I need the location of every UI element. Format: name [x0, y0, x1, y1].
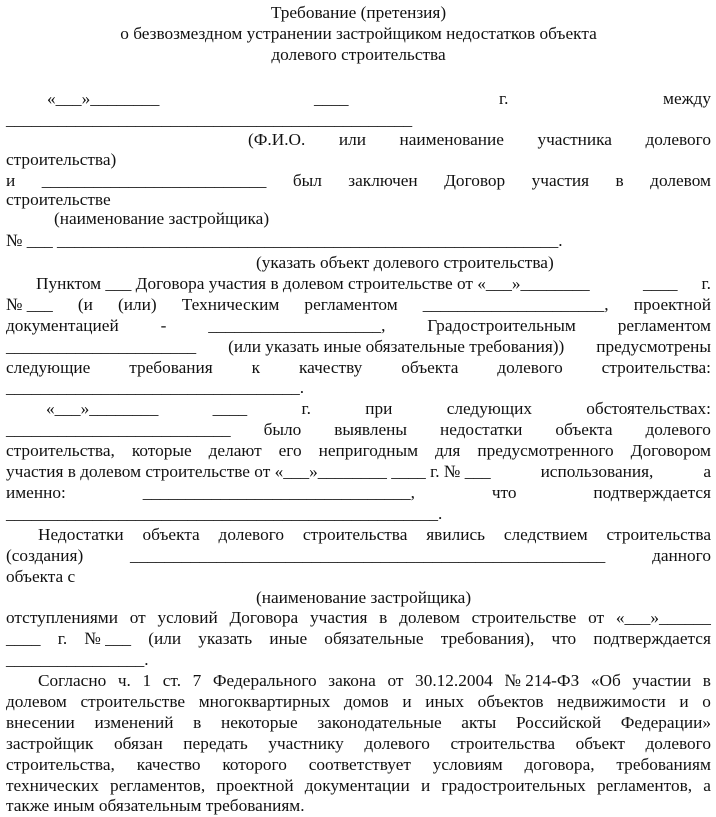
- word: регламентом: [304, 295, 398, 314]
- word: к: [251, 358, 261, 377]
- quality-conformity-line: [6, 754, 711, 776]
- word: требования: [129, 358, 213, 377]
- word: предусмотренного: [477, 441, 614, 460]
- word: предусмотрены: [596, 337, 711, 356]
- word: строительства:: [601, 358, 711, 377]
- year-suffix: г.: [499, 89, 509, 108]
- word: его: [278, 441, 302, 460]
- confirmation-blank-line: __________________________________________________.: [6, 504, 443, 523]
- developer-name-caption: (наименование застройщика): [54, 209, 270, 228]
- word: долевого: [645, 130, 711, 149]
- deviations-cont-line: [6, 628, 711, 650]
- word: долевом: [399, 608, 460, 627]
- word: о: [702, 692, 711, 711]
- defects-blank: _______________________________,: [142, 483, 415, 502]
- word: и: [402, 692, 412, 711]
- word: участии: [632, 671, 692, 690]
- word: строительства,: [6, 441, 115, 460]
- word: следствием: [503, 525, 588, 544]
- word: многоквартирных: [198, 692, 331, 711]
- word: договора,: [524, 755, 595, 774]
- word: выявлены: [334, 420, 408, 439]
- word: Федерации»: [620, 713, 711, 732]
- word: участия: [531, 171, 590, 190]
- project-docs-line: [6, 315, 711, 337]
- word: условий: [157, 608, 218, 627]
- urban-regulation-blank: ______________________: [6, 337, 197, 356]
- developer-blank: _______________________________________________________: [130, 546, 606, 565]
- developer-blank: __________________________: [41, 171, 267, 190]
- word: объекта: [555, 420, 613, 439]
- developer-obligation-line: [6, 733, 711, 755]
- date-blank: «___»________: [47, 89, 160, 108]
- word: строительстве: [471, 608, 577, 627]
- word: Российской: [515, 713, 602, 732]
- law-reference-line: [38, 670, 711, 692]
- word: от: [387, 671, 404, 690]
- document-title-line-1: Требование (претензия): [270, 3, 447, 22]
- word: недвижимости: [557, 692, 666, 711]
- between-word: между: [663, 89, 711, 108]
- word: иные: [269, 629, 308, 648]
- object-with-line: объекта с: [6, 567, 76, 586]
- word: в: [615, 171, 624, 190]
- clause-line: [6, 273, 711, 295]
- word: что: [491, 483, 517, 502]
- word: Договор: [444, 171, 506, 190]
- word: изменений: [94, 713, 174, 732]
- law-title-line-1: [6, 691, 711, 713]
- word: (или): [118, 295, 157, 314]
- tech-regulation-line: [6, 294, 711, 316]
- word: и: [679, 692, 689, 711]
- word: следующие: [6, 358, 91, 377]
- law-title-line-2: [6, 712, 711, 734]
- creation-line: [6, 545, 711, 567]
- document-title-line-2: о безвозмездном устранении застройщиком недостатков объекта: [120, 24, 597, 43]
- number-blank: № ___: [6, 295, 53, 314]
- participant-blank-line: _______________________________________________: [6, 110, 413, 129]
- word: участия: [309, 608, 368, 627]
- document-title-line-3: долевого строительства: [271, 45, 446, 64]
- participant-caption-cont: строительства): [6, 150, 117, 169]
- contract-number-line: № ___ __________________________________________________________.: [6, 231, 563, 250]
- word: соответствует: [308, 755, 411, 774]
- word: при: [365, 399, 393, 418]
- word: в: [379, 608, 388, 627]
- word: указать: [198, 629, 253, 648]
- word: (или указать иные обязательные требования)): [228, 337, 565, 356]
- word: (Ф.И.О.: [248, 130, 306, 149]
- word: долевого: [364, 734, 430, 753]
- word: участника: [537, 130, 612, 149]
- word: строительства,: [6, 755, 115, 774]
- word: строительстве: [80, 692, 186, 711]
- word: обстоятельствах:: [586, 399, 711, 418]
- word: (создания): [6, 546, 84, 565]
- word: данного: [652, 546, 711, 565]
- word: документацией: [6, 316, 119, 335]
- word: требования),: [440, 629, 535, 648]
- word: долевом: [6, 692, 67, 711]
- word: качеству: [298, 358, 363, 377]
- word: и: [6, 171, 16, 190]
- word: или: [338, 130, 366, 149]
- word: объекта: [142, 525, 200, 544]
- clause-text: Пунктом ___ Договора участия в долевом строительстве от «___»________: [36, 274, 590, 293]
- word: документации: [304, 776, 410, 795]
- regulations-line: [6, 775, 711, 797]
- word: Техническим: [181, 295, 280, 314]
- word: застройщик: [6, 734, 94, 753]
- year-suffix: г.: [701, 274, 711, 293]
- circumstances-blank: __________________________: [6, 420, 231, 439]
- defects-found-line: [6, 419, 711, 441]
- word: Федерального: [212, 671, 317, 690]
- word: долевого: [218, 525, 285, 544]
- word: домов: [343, 692, 389, 711]
- word: (или: [148, 629, 182, 648]
- word: технических: [6, 776, 99, 795]
- word: строительства: [450, 734, 555, 753]
- word: для: [435, 441, 461, 460]
- word: ч.: [117, 671, 131, 690]
- year-blank: ____: [212, 399, 248, 418]
- word: подтверждается: [593, 629, 711, 648]
- final-line: также иным обязательным требованиям.: [6, 796, 305, 815]
- date-city-line: [6, 88, 711, 110]
- word: обязан: [114, 734, 163, 753]
- word: законодательные: [317, 713, 442, 732]
- docs-blank: ____________________,: [208, 316, 386, 335]
- law-date: 30.12.2004: [415, 671, 493, 690]
- word: в: [193, 713, 202, 732]
- word: долевого: [497, 358, 563, 377]
- word: некоторые: [220, 713, 298, 732]
- word: в: [702, 671, 711, 690]
- law-number: № 214-ФЗ: [504, 671, 580, 690]
- other-requirements-line: [6, 336, 711, 358]
- deviations-line: [6, 607, 711, 629]
- word: делают: [208, 441, 262, 460]
- word: непригодным: [318, 441, 419, 460]
- object-caption: (указать объект долевого строительства): [256, 253, 554, 272]
- contract-concluded-cont: строительстве: [6, 190, 111, 209]
- date-blank: «___»________: [46, 399, 159, 418]
- word: строительства: [302, 525, 408, 544]
- unfit-line: [6, 440, 711, 462]
- word: обязательные: [324, 629, 424, 648]
- participant-caption-line: [248, 129, 711, 151]
- word: долевом: [650, 171, 711, 190]
- word: Недостатки: [38, 525, 124, 544]
- word: объекта: [401, 358, 459, 377]
- word: проектной: [633, 295, 711, 314]
- requirements-blank-line: __________________________________.: [6, 378, 305, 397]
- word: Договором: [630, 441, 711, 460]
- quality-requirements-line: [6, 357, 711, 379]
- word: требованиям: [616, 755, 711, 774]
- word: а: [703, 462, 711, 481]
- word: 7: [192, 671, 202, 690]
- word: было: [263, 420, 302, 439]
- word: был: [292, 171, 322, 190]
- year-blank: ____: [6, 629, 41, 648]
- word: которые: [131, 441, 192, 460]
- word: а: [703, 776, 711, 795]
- word: градостроительных: [441, 776, 586, 795]
- word: именно:: [6, 483, 66, 502]
- developer-name-caption-2: (наименование застройщика): [256, 588, 472, 607]
- word: строительства: [606, 525, 711, 544]
- word: проектной: [216, 776, 294, 795]
- word: долевого: [645, 734, 711, 753]
- word: объект: [575, 734, 625, 753]
- word: заключен: [348, 171, 418, 190]
- word: «Об: [590, 671, 621, 690]
- word: следующих: [446, 399, 532, 418]
- word: что: [551, 629, 577, 648]
- word: от: [129, 608, 146, 627]
- word: г.: [301, 399, 311, 418]
- word: недостатки: [439, 420, 523, 439]
- word: подтверждается: [593, 483, 711, 502]
- word: участнику: [268, 734, 344, 753]
- word: регламентом: [617, 316, 711, 335]
- word: Договора: [229, 608, 299, 627]
- word: использования,: [540, 462, 654, 481]
- contract-reference-line: [6, 461, 711, 483]
- number-blank: № ___: [84, 629, 132, 648]
- word: внесении: [6, 713, 75, 732]
- word: долевого: [645, 420, 711, 439]
- contract-reference: участия в долевом строительстве от «___»________ ____ г. № ___: [6, 462, 491, 481]
- word: явились: [426, 525, 486, 544]
- word: и: [420, 776, 431, 795]
- word: -: [160, 316, 167, 335]
- word: качество: [136, 755, 201, 774]
- word: 1: [142, 671, 152, 690]
- word: Градостроительным: [427, 316, 576, 335]
- date-blank: «___»______: [615, 608, 711, 627]
- word: от: [588, 608, 605, 627]
- circumstances-line: [46, 398, 711, 420]
- regulation-blank: _____________________,: [422, 295, 609, 314]
- word: акты: [461, 713, 497, 732]
- word: регламентов,: [110, 776, 206, 795]
- confirmation-blank-line-2: ________________.: [6, 650, 149, 669]
- word: г.: [57, 629, 68, 648]
- namely-line: [6, 482, 711, 504]
- word: условиям: [432, 755, 503, 774]
- year-blank: ____: [643, 274, 678, 293]
- word: иных: [425, 692, 464, 711]
- year-blank: ____: [314, 89, 349, 108]
- word: Согласно: [38, 671, 107, 690]
- word: закона: [328, 671, 376, 690]
- word: передать: [183, 734, 248, 753]
- defects-cause-line: [38, 524, 711, 546]
- word: объектов: [477, 692, 544, 711]
- word: (и: [77, 295, 93, 314]
- word: которого: [222, 755, 287, 774]
- word: наименование: [399, 130, 504, 149]
- word: регламентов,: [596, 776, 693, 795]
- word: отступлениями: [6, 608, 118, 627]
- word: ст.: [162, 671, 182, 690]
